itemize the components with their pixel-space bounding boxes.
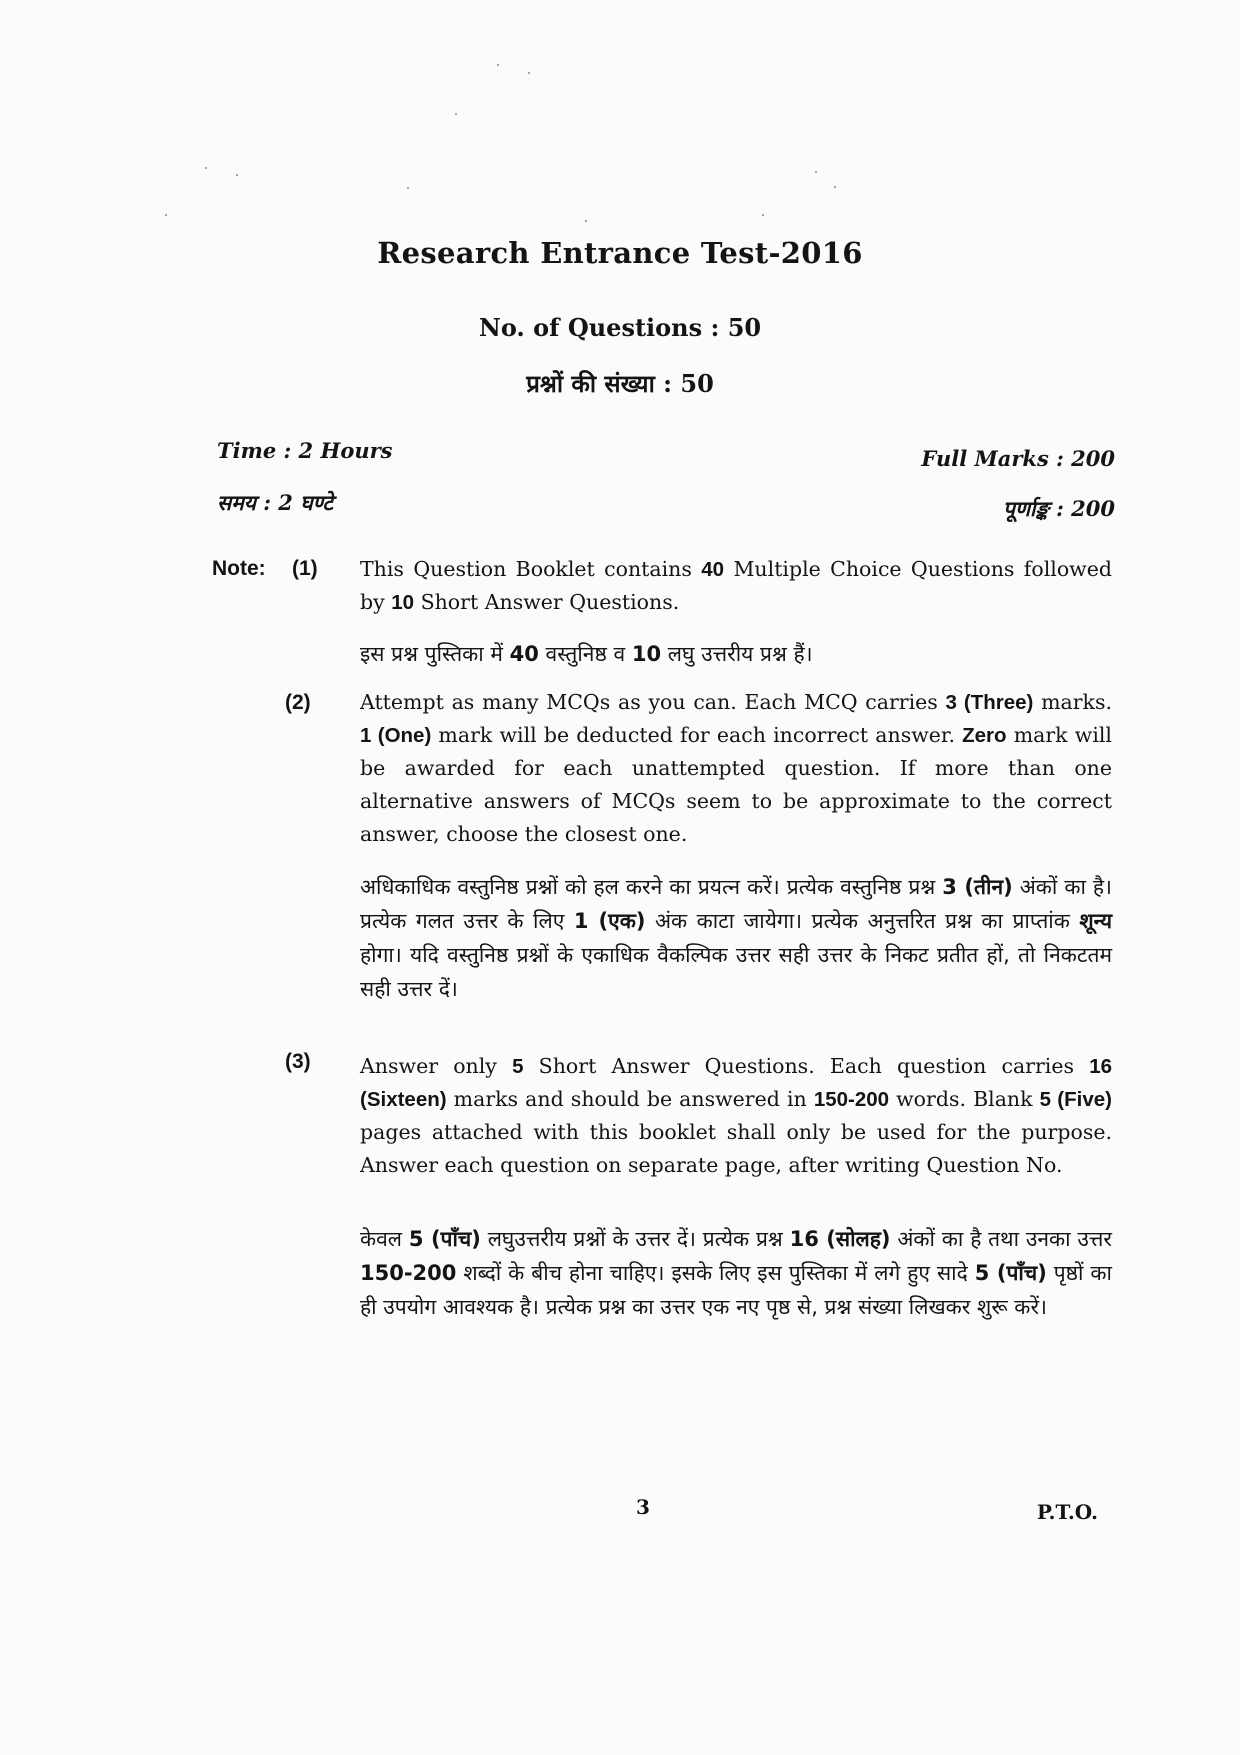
scan-speck [165,214,167,216]
time-hindi: समय : 2 घण्टे [217,490,333,515]
scan-speck [205,167,207,169]
question-count-english: No. of Questions : 50 [478,313,762,342]
note-number: (3) [285,1050,311,1073]
full-marks-hindi: पूर्णाङ्क : 200 [1002,496,1115,521]
scan-speck [834,186,836,188]
scan-speck [497,64,499,66]
scan-speck [528,72,530,74]
scan-speck [455,113,457,115]
scan-speck [762,214,764,216]
note-1-hindi: इस प्रश्न पुस्तिका में 40 वस्तुनिष्ठ व 10 लघु उत्तरीय प्रश्न हैं। [360,642,813,666]
please-turn-over: P.T.O. [1036,1500,1098,1524]
document-title: Research Entrance Test-2016 [377,236,863,270]
time-english: Time : 2 Hours [217,438,393,463]
full-marks-english: Full Marks : 200 [921,446,1115,471]
note-label: Note: [212,557,266,580]
scan-speck [407,187,409,189]
note-number: (2) [285,691,311,714]
scan-speck [585,220,587,222]
note-2-english: Attempt as many MCQs as you can. Each MCQ carries 3 (Three) marks. 1 (One) mark will be deducted for each incorrect answer. Zero mark will be awarded for each unattempted question. If more than one alternative answers of MCQs seem to be approximate to the correct answer, choose the closest one. [360,690,1112,846]
scan-speck [236,174,238,176]
note-3-english: Answer only 5 Short Answer Questions. Each question carries 16 (Sixteen) marks and should be answered in 150-200 words. Blank 5 (Five) pages attached with this booklet shall only be used for the purpose. Answer each question on separate page, after writing Question No. [360,1054,1112,1177]
question-count-hindi: प्रश्नों की संख्या : 50 [526,369,714,398]
note-1-english: This Question Booklet contains 40 Multiple Choice Questions followed by 10 Short Answer Questions. [360,557,1112,614]
page-number: 3 [636,1495,650,1519]
note-3-hindi: केवल 5 (पाँच) लघुउत्तरीय प्रश्नों के उत्तर दें। प्रत्येक प्रश्न 16 (सोलह) अंकों का है तथा उनका उत्तर 150-200 शब्दों के बीच होना चाहिए। इसके लिए इस पुस्तिका में लगे हुए सादे 5 (पाँच) पृष्ठों का ही उपयोग आवश्यक है। प्रत्येक प्रश्न का उत्तर एक नए पृष्ठ से, प्रश्न संख्या लिखकर शुरू करें। [360,1227,1113,1319]
note-number: (1) [292,557,318,580]
note-2-hindi: अधिकाधिक वस्तुनिष्ठ प्रश्नों को हल करने का प्रयत्न करें। प्रत्येक वस्तुनिष्ठ प्रश्न 3 (तीन) अंकों का है। प्रत्येक गलत उत्तर के लिए 1 (एक) अंक काटा जायेगा। प्रत्येक अनुत्तरित प्रश्न का प्राप्तांक शून्य होगा। यदि वस्तुनिष्ठ प्रश्नों के एकाधिक वैकल्पिक उत्तर सही उत्तर के निकट प्रतीत हों, तो निकटतम सही उत्तर दें। [360,875,1113,1001]
scan-speck [815,171,817,173]
